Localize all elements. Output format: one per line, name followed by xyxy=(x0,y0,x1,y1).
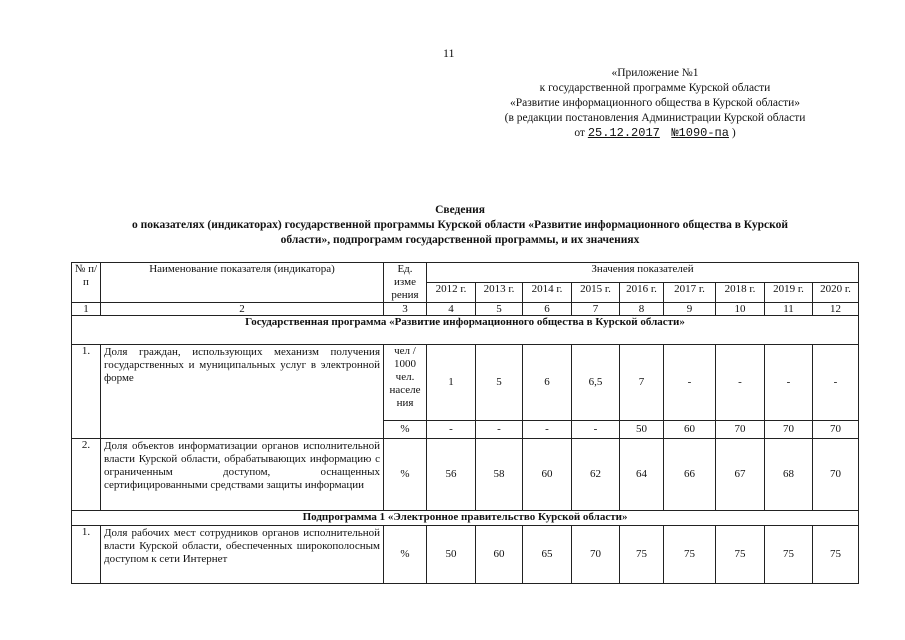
table-row xyxy=(72,439,859,511)
col-index: 1 xyxy=(72,303,101,316)
value-cell: - xyxy=(476,421,523,439)
value-cell: 64 xyxy=(620,439,664,511)
appendix-date-line xyxy=(455,126,855,141)
value-cell: 75 xyxy=(664,526,716,584)
value-cell: 60 xyxy=(523,439,572,511)
value-cell: - xyxy=(523,421,572,439)
value-cell: 70 xyxy=(813,439,859,511)
appendix-line-2: к государственной программе Курской области xyxy=(539,82,771,94)
document-title xyxy=(60,203,860,248)
appendix-header xyxy=(455,66,855,141)
header-name: Наименование показателя (индикатора) xyxy=(101,263,384,303)
row-number: 1. xyxy=(72,345,101,439)
year-header: 2012 г. xyxy=(427,283,476,303)
appendix-line-3: «Развитие информационного общества в Курской области» xyxy=(509,97,801,109)
value-cell: 58 xyxy=(476,439,523,511)
from-label: от xyxy=(574,127,585,139)
table-row xyxy=(72,345,859,421)
row-number: 1. xyxy=(72,526,101,584)
header-unit: Ед. изме рения xyxy=(384,263,427,303)
value-cell: 6 xyxy=(523,345,572,421)
value-cell: 70 xyxy=(765,421,813,439)
year-header: 2013 г. xyxy=(476,283,523,303)
value-cell: 66 xyxy=(664,439,716,511)
value-cell: 75 xyxy=(716,526,765,584)
section-row xyxy=(72,511,859,526)
value-cell: - xyxy=(572,421,620,439)
col-index: 2 xyxy=(101,303,384,316)
value-cell: 5 xyxy=(476,345,523,421)
col-index: 9 xyxy=(664,303,716,316)
col-index: 10 xyxy=(716,303,765,316)
title-line-1: Сведения xyxy=(435,204,485,216)
year-header: 2015 г. xyxy=(572,283,620,303)
value-cell: 50 xyxy=(620,421,664,439)
table-row xyxy=(72,526,859,584)
value-cell: 60 xyxy=(664,421,716,439)
resolution-number: №1090-па xyxy=(671,126,729,140)
header-row-1 xyxy=(72,263,859,283)
col-index: 12 xyxy=(813,303,859,316)
page-number: 11 xyxy=(443,46,455,60)
value-cell: 75 xyxy=(620,526,664,584)
value-cell: 75 xyxy=(813,526,859,584)
indicator-name: Доля граждан, использующих механизм получения государственных и муниципальных услуг в электронной форме xyxy=(101,345,384,439)
col-index: 11 xyxy=(765,303,813,316)
close-paren: ) xyxy=(731,127,736,139)
appendix-line-1: «Приложение №1 xyxy=(611,67,699,79)
value-cell: - xyxy=(427,421,476,439)
value-cell: 56 xyxy=(427,439,476,511)
col-index: 6 xyxy=(523,303,572,316)
col-index: 3 xyxy=(384,303,427,316)
value-cell: - xyxy=(716,345,765,421)
header-values: Значения показателей xyxy=(427,263,859,283)
value-cell: - xyxy=(664,345,716,421)
year-header: 2020 г. xyxy=(813,283,859,303)
title-line-3: области», подпрограмм государственной программы, и их значениях xyxy=(280,234,640,246)
year-header: 2018 г. xyxy=(716,283,765,303)
value-cell: 65 xyxy=(523,526,572,584)
year-header: 2016 г. xyxy=(620,283,664,303)
title-line-2: о показателях (индикаторах) государственной программы Курской области «Развитие информационного общества в Курской xyxy=(132,219,788,231)
column-index-row xyxy=(72,303,859,316)
value-cell: 70 xyxy=(572,526,620,584)
indicator-name: Доля объектов информатизации органов исполнительной власти Курской области, обрабатывающих информацию с ограниченным доступом, оснащенных сертифицированными средствами защиты информации xyxy=(101,439,384,511)
col-index: 7 xyxy=(572,303,620,316)
value-cell: 70 xyxy=(716,421,765,439)
value-cell: - xyxy=(765,345,813,421)
header-num: № п/п xyxy=(72,263,101,303)
value-cell: 7 xyxy=(620,345,664,421)
indicator-unit: чел / 1000 чел. населе ния xyxy=(384,345,427,421)
indicator-unit: % xyxy=(384,421,427,439)
value-cell: 6,5 xyxy=(572,345,620,421)
indicators-table xyxy=(71,262,859,584)
section-title: Государственная программа «Развитие информационного общества в Курской области» xyxy=(72,316,859,345)
indicator-unit: % xyxy=(384,526,427,584)
value-cell: - xyxy=(813,345,859,421)
indicator-unit: % xyxy=(384,439,427,511)
year-header: 2019 г. xyxy=(765,283,813,303)
col-index: 5 xyxy=(476,303,523,316)
section-title: Подпрограмма 1 «Электронное правительство Курской области» xyxy=(72,511,859,526)
section-row xyxy=(72,316,859,345)
value-cell: 50 xyxy=(427,526,476,584)
value-cell: 70 xyxy=(813,421,859,439)
row-number: 2. xyxy=(72,439,101,511)
value-cell: 68 xyxy=(765,439,813,511)
value-cell: 1 xyxy=(427,345,476,421)
year-header: 2014 г. xyxy=(523,283,572,303)
value-cell: 75 xyxy=(765,526,813,584)
indicator-name: Доля рабочих мест сотрудников органов исполнительной власти Курской области, обеспеченных широкополосным доступом к сети Интернет xyxy=(101,526,384,584)
year-header: 2017 г. xyxy=(664,283,716,303)
value-cell: 62 xyxy=(572,439,620,511)
value-cell: 60 xyxy=(476,526,523,584)
resolution-date: 25.12.2017 xyxy=(587,126,660,140)
appendix-line-4: (в редакции постановления Администрации Курской области xyxy=(504,112,806,124)
value-cell: 67 xyxy=(716,439,765,511)
col-index: 4 xyxy=(427,303,476,316)
col-index: 8 xyxy=(620,303,664,316)
